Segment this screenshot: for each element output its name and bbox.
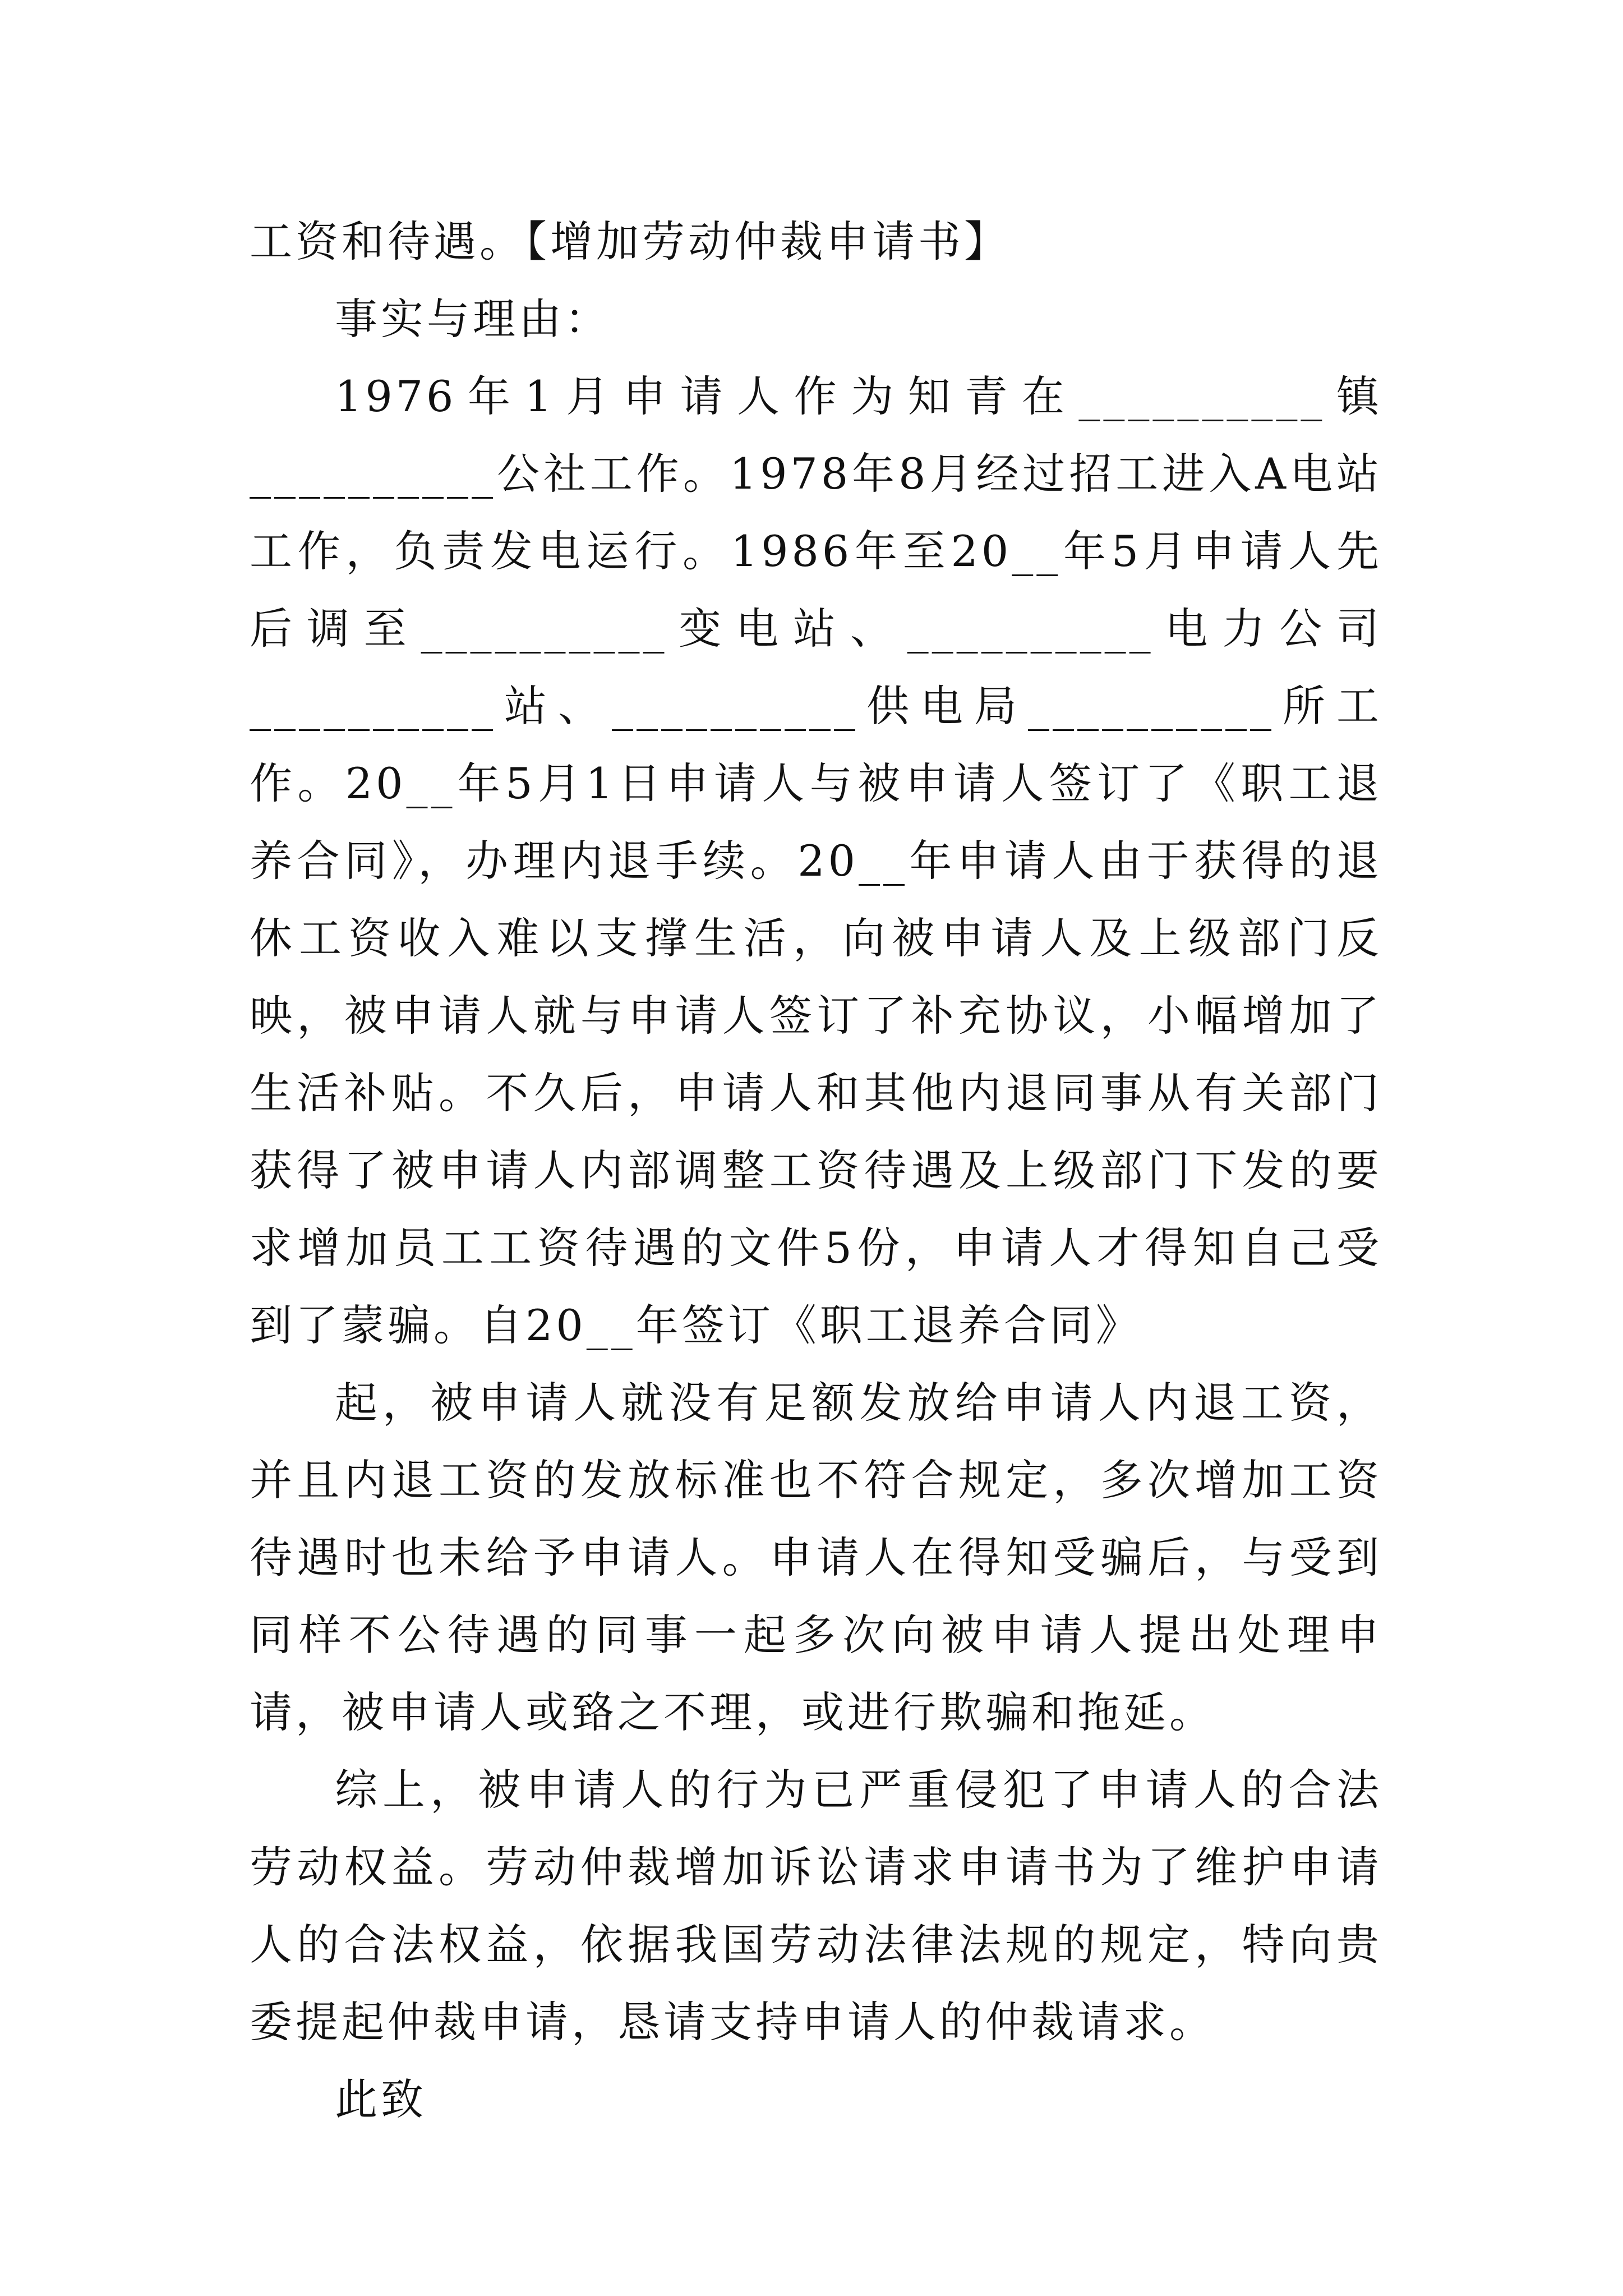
paragraph-heading-facts: 事实与理由： xyxy=(335,294,611,344)
paragraph-closing: 此致 xyxy=(335,2074,427,2124)
paragraph-opening: 工资和待遇。【增加劳动仲裁申请书】 xyxy=(250,217,1010,266)
paragraph-facts: 1976年1月申请人作为知青在__________镇__________公社工作。1978年8月经过招工进入A电站工作，负责发电运行。1986年至20__年5月申请人先后调至__________变电站、__________电力公司__________站、__________供电局__________所工作。20__年5月1日申请人与被申请人签订了《职工退养合同》，办理内退手续。20__年申请人由于获得的退休工资收入难以支撑生活，向被申请人及上级部门反映，被申请人就与申请人签订了补充协议，小幅增加了生活补贴。不久后，申请人和其他内退同事从有关部门获得了被申请人内部调整工资待遇及上级部门下发的要求增加员工工资待遇的文件5份，申请人才得知自己受到了蒙骗。自20__年签订《职工退养合同》 xyxy=(250,371,1382,1350)
paragraph-continuation: 起，被申请人就没有足额发放给申请人内退工资，并且内退工资的发放标准也不符合规定，多次增加工资待遇时也未给予申请人。申请人在得知受骗后，与受到同样不公待遇的同事一起多次向被申请人提出处理申请，被申请人或臵之不理，或进行欺骗和拖延。 xyxy=(250,1378,1382,1737)
document-body xyxy=(250,203,1382,2138)
paragraph-summary: 综上，被申请人的行为已严重侵犯了申请人的合法劳动权益。劳动仲裁增加诉讼请求申请书为了维护申请人的合法权益，依据我国劳动法律法规的规定，特向贵委提起仲裁申请，恳请支持申请人的仲裁请求。 xyxy=(250,1765,1382,2047)
